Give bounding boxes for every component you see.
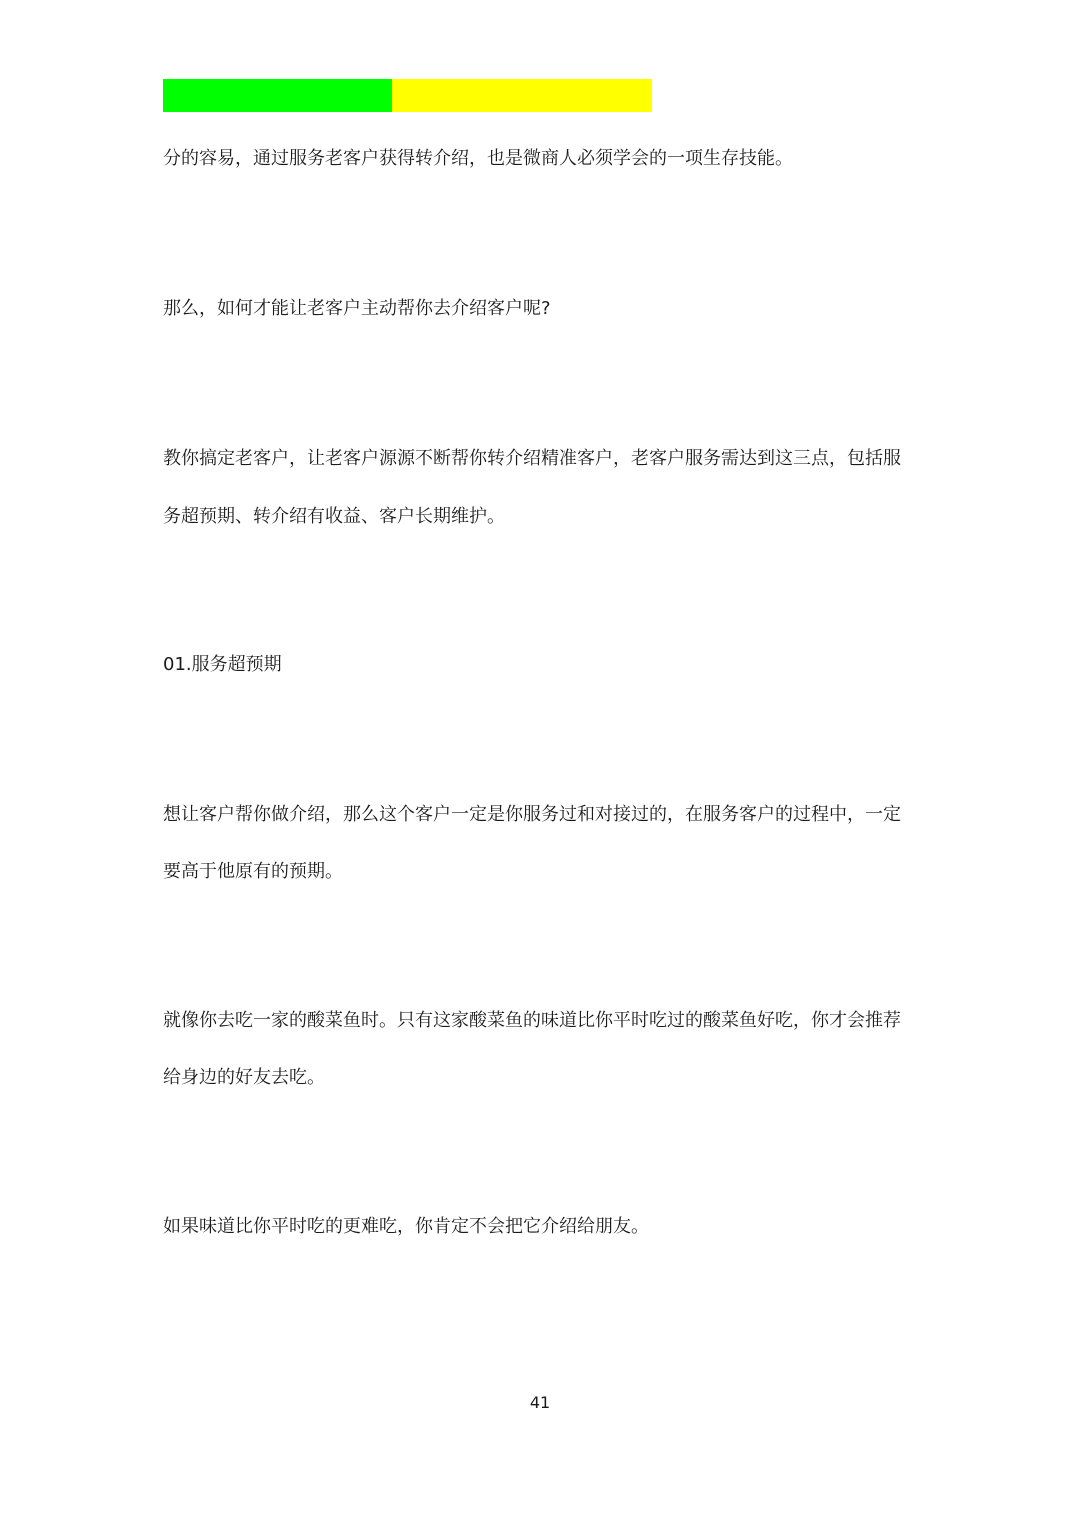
paragraph-line: 就像你去吃一家的酸菜鱼时。只有这家酸菜鱼的味道比你平时吃过的酸菜鱼好吃，你才会推荐 xyxy=(163,1010,901,1031)
highlight-color-bar xyxy=(163,79,652,112)
page-number: 41 xyxy=(529,1393,551,1412)
paragraph-line: 务超预期、转介绍有收益、客户长期维护。 xyxy=(163,506,505,527)
paragraph-line: 教你搞定老客户，让老客户源源不断帮你转介绍精准客户，老客户服务需达到这三点，包括服 xyxy=(163,448,901,469)
paragraph-line: 分的容易，通过服务老客户获得转介绍，也是微商人必须学会的一项生存技能。 xyxy=(163,148,793,169)
section-heading: 01.服务超预期 xyxy=(163,654,282,675)
paragraph-line: 给身边的好友去吃。 xyxy=(163,1067,325,1088)
paragraph-line: 要高于他原有的预期。 xyxy=(163,861,343,882)
paragraph-line: 那么，如何才能让老客户主动帮你去介绍客户呢? xyxy=(163,298,551,319)
green-bar-segment xyxy=(163,79,392,112)
paragraph-line: 想让客户帮你做介绍，那么这个客户一定是你服务过和对接过的，在服务客户的过程中，一定 xyxy=(163,804,901,825)
paragraph-line: 如果味道比你平时吃的更难吃，你肯定不会把它介绍给朋友。 xyxy=(163,1216,649,1237)
yellow-bar-segment xyxy=(392,79,652,112)
